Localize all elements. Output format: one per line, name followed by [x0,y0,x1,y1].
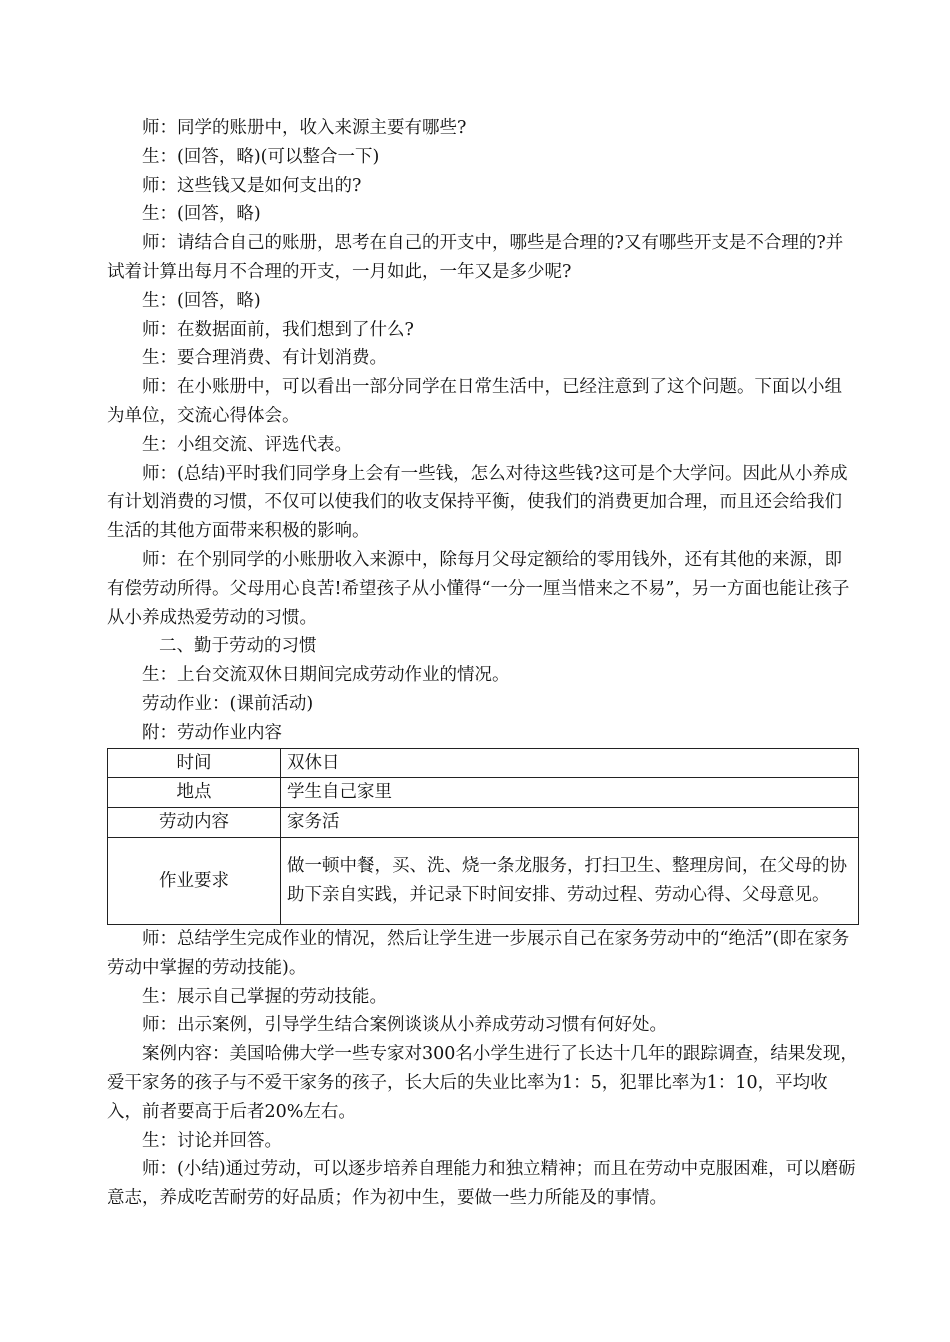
table-row [108,748,859,778]
work-assignment-table [107,748,859,925]
paragraph: 生：(回答，略) [142,290,261,311]
paragraph: 师：总结学生完成作业的情况，然后让学生进一步展示自己在家务劳动中的“绝活”(即在家务劳动中掌握的劳动技能)。 [107,928,850,978]
table-value-cell: 家务活 [281,808,859,838]
paragraph: 师：(总结)平时我们同学身上会有一些钱，怎么对待这些钱?这可是个大学问。因此从小养成有计划消费的习惯，不仅可以使我们的收支保持平衡，使我们的消费更加合理，而且还会给我们生活的其他方面带来积极的影响。 [107,463,848,542]
table-value-cell: 学生自己家里 [281,778,859,808]
paragraph: 师：在个别同学的小账册收入来源中，除每月父母定额给的零用钱外，还有其他的来源，即有偿劳动所得。父母用心良苦!希望孩子从小懂得“一分一厘当惜来之不易”，另一方面也能让孩子从小养成热爱劳动的习惯。 [107,549,850,628]
paragraph: 生：展示自己掌握的劳动技能。 [142,986,387,1007]
paragraph: 生：(回答，略) [142,204,261,225]
paragraph: 师：出示案例，引导学生结合案例谈谈从小养成劳动习惯有何好处。 [142,1015,667,1036]
table-row [108,808,859,838]
paragraph: 师：这些钱又是如何支出的? [142,175,362,196]
table-key-cell: 时间 [108,748,281,778]
table-value-cell: 双休日 [281,748,859,778]
paragraph: 案例内容：美国哈佛大学一些专家对300名小学生进行了长达十几年的跟踪调查，结果发现，爱干家务的孩子与不爱干家务的孩子，长大后的失业比率为1：5，犯罪比率为1：10，平均收入，前者要高于后者20%左右。 [107,1044,858,1122]
paragraph: 师：同学的账册中，收入来源主要有哪些? [142,118,467,138]
table-key-cell: 作业要求 [108,837,281,924]
table-key-cell: 地点 [108,778,281,808]
paragraph: 生：要合理消费、有计划消费。 [142,348,387,369]
table-key-cell: 劳动内容 [108,808,281,838]
paragraph: 生：讨论并回答。 [142,1130,282,1151]
paragraph: 生：上台交流双休日期间完成劳动作业的情况。 [142,665,510,686]
paragraph: 师：在小账册中，可以看出一部分同学在日常生活中，已经注意到了这个问题。下面以小组为单位，交流心得体会。 [107,377,842,426]
paragraph: 师：(小结)通过劳动，可以逐步培养自理能力和独立精神；而且在劳动中克服困难，可以磨砺意志，养成吃苦耐劳的好品质；作为初中生，要做一些力所能及的事情。 [107,1159,856,1209]
paragraph: 生：(回答，略)(可以整合一下) [142,146,380,167]
table-row [108,778,859,808]
paragraph: 附：劳动作业内容 [142,722,282,743]
table-value-cell: 做一顿中餐，买、洗、烧一条龙服务，打扫卫生、整理房间，在父母的协助下亲自实践，并记录下时间安排、劳动过程、劳动心得、父母意见。 [281,837,859,924]
paragraph: 师：在数据面前，我们想到了什么? [142,319,414,340]
document-page [107,114,859,1213]
section-heading: 二、勤于劳动的习惯 [159,636,317,657]
paragraph: 生：小组交流、评选代表。 [142,434,352,455]
paragraph: 师：请结合自己的账册，思考在自己的开支中，哪些是合理的?又有哪些开支是不合理的?并试着计算出每月不合理的开支，一月如此，一年又是多少呢? [107,233,844,282]
paragraph: 劳动作业：(课前活动) [142,693,314,714]
table-row [108,837,859,924]
